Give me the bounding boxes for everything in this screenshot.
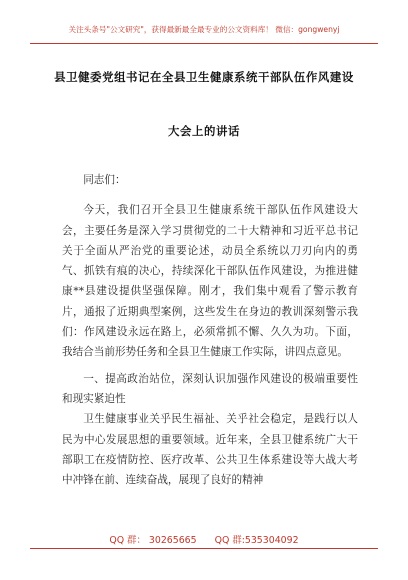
greeting: 同志们： (83, 174, 126, 186)
footer-qq-group-2: QQ 群:535304092 (214, 535, 299, 546)
footer-contact (0, 532, 408, 546)
footer-divider (30, 548, 378, 549)
document-title-line2: 大会上的讲话 (168, 124, 240, 138)
footer-qq-group-1: QQ 群： 30265665 (109, 535, 197, 546)
paragraph-intro: 今天，我们召开全县卫生健康系统干部队伍作风建设大会，主要任务是深入学习贯彻党的二十大精神和习近平总书记关于全面从严治党的重要论述，动员全系统以刀刃向内的勇气、抓铁有痕的决心，持续深化干部队伍作风建设，为推进健康**县建设提供坚强保障。刚才，我们集中观看了警示教育片，通报了近期典型案例，这些发生在身边的教训深刻警示我们：作风建设永远在路上，必须常抓不懈、久久为功。下面，我结合当前形势任务和全县卫生健康工作实际，讲四点意见。 (62, 204, 358, 359)
document-body (62, 170, 358, 490)
header-divider (30, 43, 378, 44)
header-banner: 关注头条号"公文研究"，获得最新最全最专业的公文资料库！ 微信：gongwenyj (68, 25, 340, 34)
paragraph-section-1: 卫生健康事业关乎民生福祉、关乎社会稳定，是践行以人民为中心发展思想的重要领域。近年来，全县卫健系统广大干部职工在疫情防控、医疗改革、公共卫生体系建设等大战大考中冲锋在前、连续奋战，展现了良好的精神 (62, 413, 358, 487)
document-title-line1: 县卫健委党组书记在全县卫生健康系统干部队伍作风建设 (54, 70, 354, 84)
section-heading-1: 一、提高政治站位，深刻认识加强作风建设的极端重要性和现实紧迫性 (62, 372, 358, 405)
